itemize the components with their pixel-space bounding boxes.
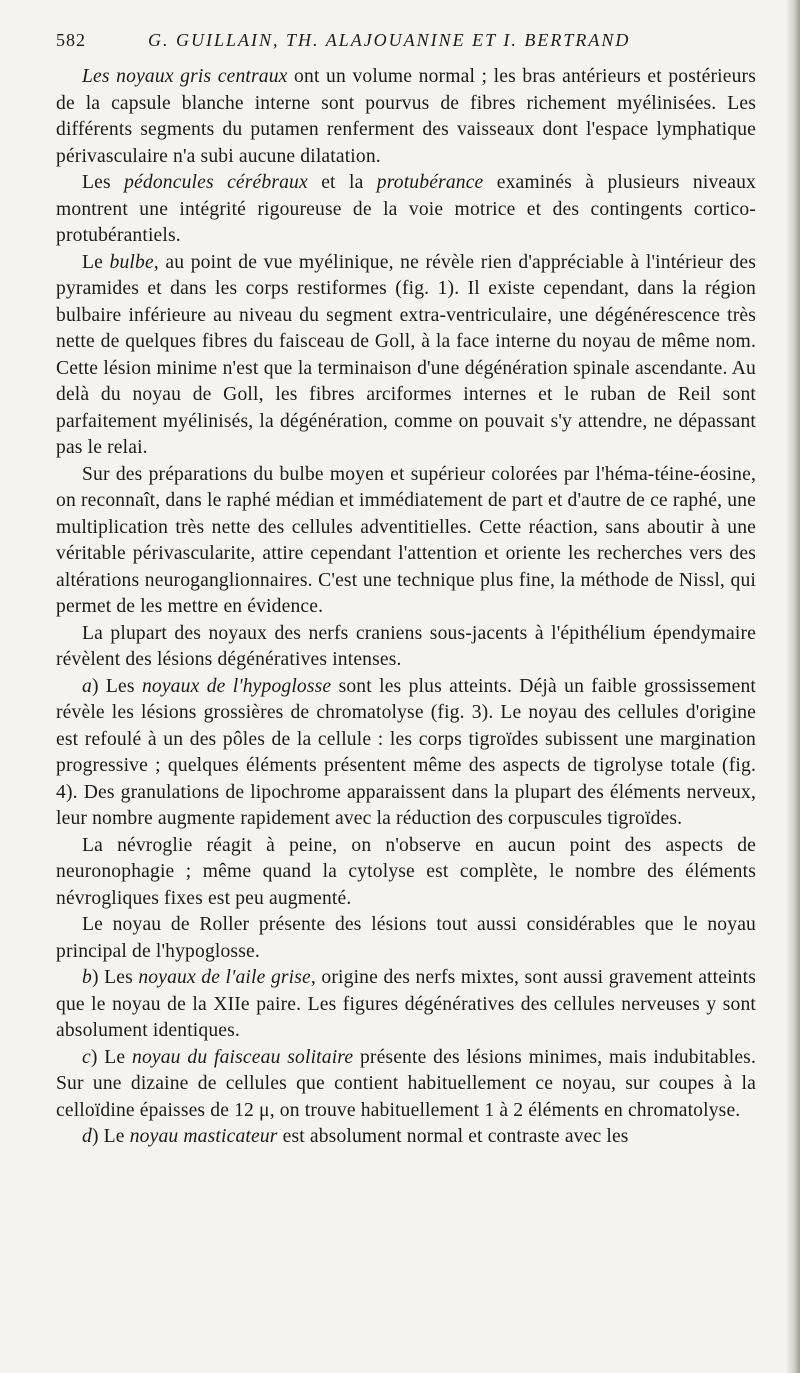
text-run: ) Le bbox=[90, 1046, 132, 1068]
text-run: ont un volume normal ; les bras antérieurs et postérieurs de la capsule blanche interne sont pourvus de fibres richement myélinisées. Les différents segments du putamen renferment des vaisseaux dont l'espace lymphatique périvasculaire n'a subi aucune dilatation. bbox=[56, 66, 756, 167]
text-run: est absolument normal et contraste avec les bbox=[277, 1126, 629, 1147]
italic-term: a bbox=[82, 675, 92, 697]
paragraph bbox=[56, 250, 756, 462]
text-run: examinés à plusieurs niveaux montrent une intégrité rigoureuse de la voie motrice et des contingents cortico-protubérantiels. bbox=[56, 172, 756, 246]
text-run: ) Le bbox=[91, 1126, 130, 1147]
text-run: Le noyau de Roller présente des lésions tout aussi considérables que le noyau principal de l'hypoglosse. bbox=[56, 914, 756, 962]
text-run: La névroglie réagit à peine, on n'observe en aucun point des aspects de neuronophagie ; même quand la cytolyse est complète, le nombre des éléments névrogliques fixes est peu augmenté. bbox=[56, 834, 756, 909]
text-run: , au point de vue myélinique, ne révèle rien d'appréciable à l'intérieur des pyramides et dans les corps restiformes (fig. 1). Il existe cependant, dans la région bulbaire inférieure au niveau du segment extra-ventriculaire, une dégénérescence très nette de quelques fibres du faisceau de Goll, à la face interne du noyau de même nom. Cette lésion minime n'est que la terminaison d'une dégénération spinale ascendante. Au delà du noyau de Goll, les fibres arciformes internes et le ruban de Reil sont parfaitement myélinisés, la dégénération, comme on pouvait s'y attendre, ne dépassant pas le relai. bbox=[56, 251, 756, 458]
italic-term: noyaux de l'hypoglosse bbox=[141, 675, 332, 697]
italic-term: d bbox=[82, 1126, 92, 1147]
paragraph bbox=[56, 912, 756, 965]
italic-term: bulbe bbox=[109, 251, 154, 273]
paragraph bbox=[56, 674, 756, 833]
document-page bbox=[56, 30, 756, 1151]
text-run: et la bbox=[307, 172, 377, 193]
text-run: La plupart des noyaux des nerfs craniens sous-jacents à l'épithélium épendymaire révèlent des lésions dégénératives intenses. bbox=[56, 622, 756, 670]
italic-term: noyau masticateur bbox=[129, 1126, 278, 1147]
italic-term: noyaux de l'aile grise bbox=[138, 967, 311, 988]
text-run: sont les plus atteints. Déjà un faible grossissement révèle les lésions grossières de chromatolyse (fig. 3). Le noyau des cellules d'origine est refoulé à un des pôles de la cellule : les corps tigroïdes subissent une margination progressive ; quelques éléments présentent même des aspects de tigrolyse totale (fig. 4). Des granulations de lipochrome apparaissent dans la plupart des éléments nerveux, leur nombre augmente rapidement avec la réduction des corpuscules tigroïdes. bbox=[56, 675, 756, 829]
paragraph bbox=[56, 64, 756, 170]
paragraph bbox=[56, 462, 756, 621]
paragraph bbox=[56, 621, 756, 674]
paragraph bbox=[56, 965, 756, 1045]
text-run: ) Les bbox=[91, 967, 139, 988]
page-number: 582 bbox=[56, 30, 86, 50]
running-title: G. GUILLAIN, TH. ALAJOUANINE ET I. BERTRAND bbox=[148, 30, 631, 50]
text-run: Le bbox=[82, 251, 110, 273]
italic-term: c bbox=[82, 1046, 91, 1068]
italic-term: pédoncules cérébraux bbox=[124, 172, 308, 193]
running-header bbox=[56, 30, 756, 64]
paragraph bbox=[56, 170, 756, 250]
page-edge-shadow bbox=[786, 0, 800, 1373]
body-text bbox=[56, 64, 756, 1151]
text-run: présente des lésions minimes, mais indubitables. Sur une dizaine de cellules que contient habituellement ce noyau, sur coupes à la celloïdine épaisses de 12 μ, on trouve habituellement 1 à 2 éléments en chromatolyse. bbox=[56, 1046, 757, 1121]
paragraph bbox=[56, 1045, 756, 1125]
italic-term: Les noyaux gris centraux bbox=[82, 66, 288, 87]
italic-term: noyau du faisceau solitaire bbox=[132, 1046, 354, 1068]
italic-term: b bbox=[82, 967, 92, 988]
paragraph bbox=[56, 833, 756, 913]
text-run: ) Les bbox=[91, 675, 142, 697]
text-run: Les bbox=[82, 172, 125, 193]
paragraph bbox=[56, 1124, 756, 1151]
italic-term: protubérance bbox=[376, 172, 484, 193]
text-run: Sur des préparations du bulbe moyen et supérieur colorées par l'héma-téine-éosine, on reconnaît, dans le raphé médian et immédiatement de part et d'autre de ce raphé, une multiplication très nette des cellules adventitielles. Cette réaction, sans aboutir à une véritable périvascularite, attire cependant l'attention et oriente les recherches vers des altérations neuroganglionnaires. C'est une technique plus fine, la méthode de Nissl, qui permet de les mettre en évidence. bbox=[56, 463, 756, 617]
text-run: , origine des nerfs mixtes, sont aussi gravement atteints que le noyau de la XIIe paire. Les figures dégénératives des cellules nerveuses y sont absolument identiques. bbox=[56, 967, 757, 1041]
